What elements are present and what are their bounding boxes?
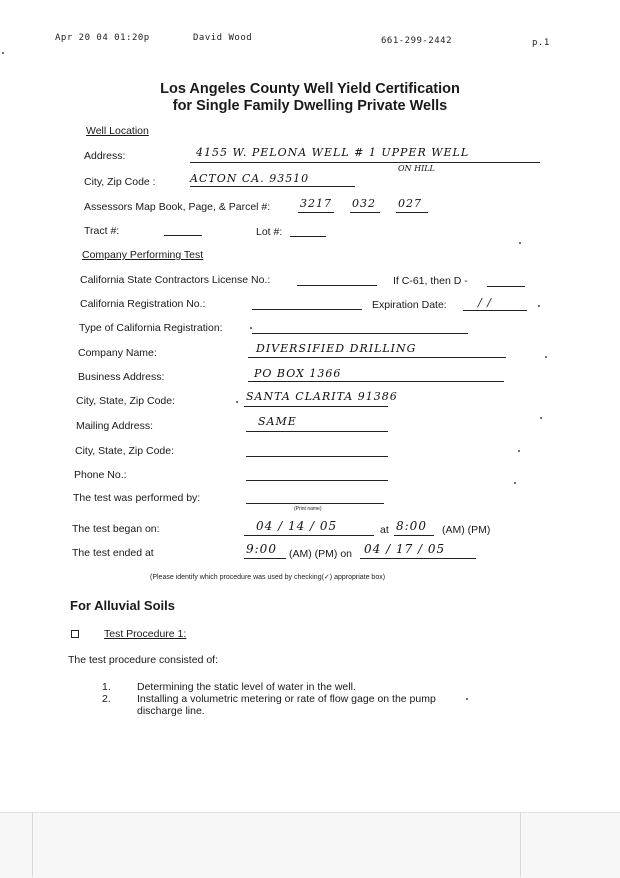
- scan-speck: [236, 401, 238, 403]
- fax-page-number: p.1: [532, 38, 550, 48]
- step-2-text-line1: Installing a volumetric metering or rate of flow gage on the pump: [137, 693, 436, 705]
- step-2-text-line2: discharge line.: [137, 705, 205, 717]
- expiration-line: [463, 310, 527, 311]
- assessor-parcel-line: [396, 212, 428, 213]
- scan-seam: [520, 812, 521, 877]
- mailing-address-value: SAME: [258, 415, 297, 428]
- business-address-value: PO BOX 1366: [254, 367, 342, 380]
- test-began-time-line: [394, 535, 434, 536]
- scan-speck: [250, 327, 252, 329]
- mailing-city-label: City, State, Zip Code:: [75, 445, 175, 457]
- company-name-label: Company Name:: [78, 347, 157, 359]
- address-note: ON HILL: [398, 164, 435, 173]
- well-location-heading: Well Location: [86, 125, 149, 137]
- test-began-label: The test began on:: [72, 523, 160, 535]
- test-began-date: 04 / 14 / 05: [256, 519, 338, 533]
- address-label: Address:: [84, 150, 126, 162]
- scan-speck: [545, 356, 547, 358]
- scan-speck: [519, 242, 521, 244]
- city-state-zip-line: [244, 406, 388, 407]
- scan-speck: [518, 450, 520, 452]
- step-1-number: 1.: [102, 681, 111, 693]
- step-1-text: Determining the static level of water in the well.: [137, 681, 356, 693]
- assessor-book-line: [298, 212, 334, 213]
- assessor-page-line: [350, 212, 380, 213]
- test-ended-date: 04 / 17 / 05: [364, 542, 446, 556]
- fax-phone: 661-299-2442: [381, 36, 453, 46]
- business-address-line: [248, 381, 504, 382]
- scan-speck: [538, 305, 540, 307]
- tract-line: [164, 235, 202, 236]
- mailing-city-line: [246, 456, 388, 457]
- scan-speck: [2, 52, 4, 54]
- expiration-label: Expiration Date:: [372, 299, 447, 311]
- test-began-at: at: [380, 524, 389, 536]
- scan-bottom-band: [0, 812, 620, 878]
- registration-type-label: Type of California Registration:: [79, 322, 223, 334]
- test-ended-label: The test ended at: [72, 547, 154, 559]
- scan-speck: [540, 417, 542, 419]
- document-title-line2: for Single Family Dwelling Private Wells: [172, 98, 448, 114]
- phone-line: [246, 480, 388, 481]
- city-state-zip-label: City, State, Zip Code:: [76, 395, 176, 407]
- procedure1-label: Test Procedure 1:: [104, 628, 187, 640]
- registration-label: California Registration No.:: [80, 298, 206, 310]
- test-began-time: 8:00: [396, 519, 427, 533]
- procedure1-checkbox[interactable]: [71, 630, 79, 638]
- company-heading: Company Performing Test: [82, 249, 204, 261]
- test-ended-date-line: [360, 558, 476, 559]
- assessor-parcel-value: 027: [398, 197, 422, 210]
- phone-label: Phone No.:: [74, 469, 127, 481]
- print-name-note: (Print name): [294, 506, 322, 512]
- address-line: [190, 162, 540, 163]
- license-line: [297, 285, 377, 286]
- test-ended-time-line: [244, 558, 286, 559]
- license-label: California State Contractors License No.:: [80, 274, 271, 286]
- city-zip-line: [190, 186, 355, 187]
- assessor-page-value: 032: [352, 197, 376, 210]
- company-name-line: [248, 357, 506, 358]
- mailing-address-label: Mailing Address:: [76, 420, 154, 432]
- fax-sender: David Wood: [193, 33, 253, 43]
- tract-label: Tract #:: [84, 225, 120, 237]
- fax-date-time: Apr 20 04 01:20p: [55, 33, 150, 43]
- city-zip-value: ACTON CA. 93510: [190, 172, 310, 185]
- document-title-line1: Los Angeles County Well Yield Certification: [160, 81, 460, 97]
- performed-by-line: [246, 503, 384, 504]
- scan-speck: [514, 482, 516, 484]
- assessor-book-value: 3217: [300, 197, 332, 210]
- registration-line: [252, 309, 362, 310]
- performed-by-label: The test was performed by:: [73, 492, 201, 504]
- lot-line: [290, 236, 326, 237]
- expiration-slashes: / /: [478, 296, 492, 309]
- procedure-consisted-of: The test procedure consisted of:: [68, 654, 218, 666]
- scan-speck: [466, 698, 468, 700]
- alluvial-soils-heading: For Alluvial Soils: [70, 598, 175, 613]
- procedure-note: (Please identify which procedure was used by checking(✓) appropriate box): [150, 574, 386, 581]
- registration-type-line: [252, 333, 468, 334]
- address-value: 4155 W. PELONA WELL # 1 UPPER WELL: [196, 146, 470, 159]
- test-ended-time: 9:00: [246, 542, 277, 556]
- c61-line: [487, 286, 525, 287]
- step-2-number: 2.: [102, 693, 111, 705]
- test-began-ampm: (AM) (PM): [442, 524, 491, 536]
- city-state-zip-value: SANTA CLARITA 91386: [246, 390, 398, 403]
- c61-label: If C-61, then D -: [393, 275, 468, 287]
- test-began-date-line: [244, 535, 374, 536]
- business-address-label: Business Address:: [78, 371, 165, 383]
- company-name-value: DIVERSIFIED DRILLING: [256, 342, 417, 355]
- assessor-label: Assessors Map Book, Page, & Parcel #:: [84, 201, 271, 213]
- scan-seam: [32, 812, 33, 877]
- lot-label: Lot #:: [256, 226, 283, 238]
- city-zip-label: City, Zip Code :: [84, 176, 156, 188]
- test-ended-ampm: (AM) (PM) on: [289, 548, 352, 560]
- mailing-address-line: [246, 431, 388, 432]
